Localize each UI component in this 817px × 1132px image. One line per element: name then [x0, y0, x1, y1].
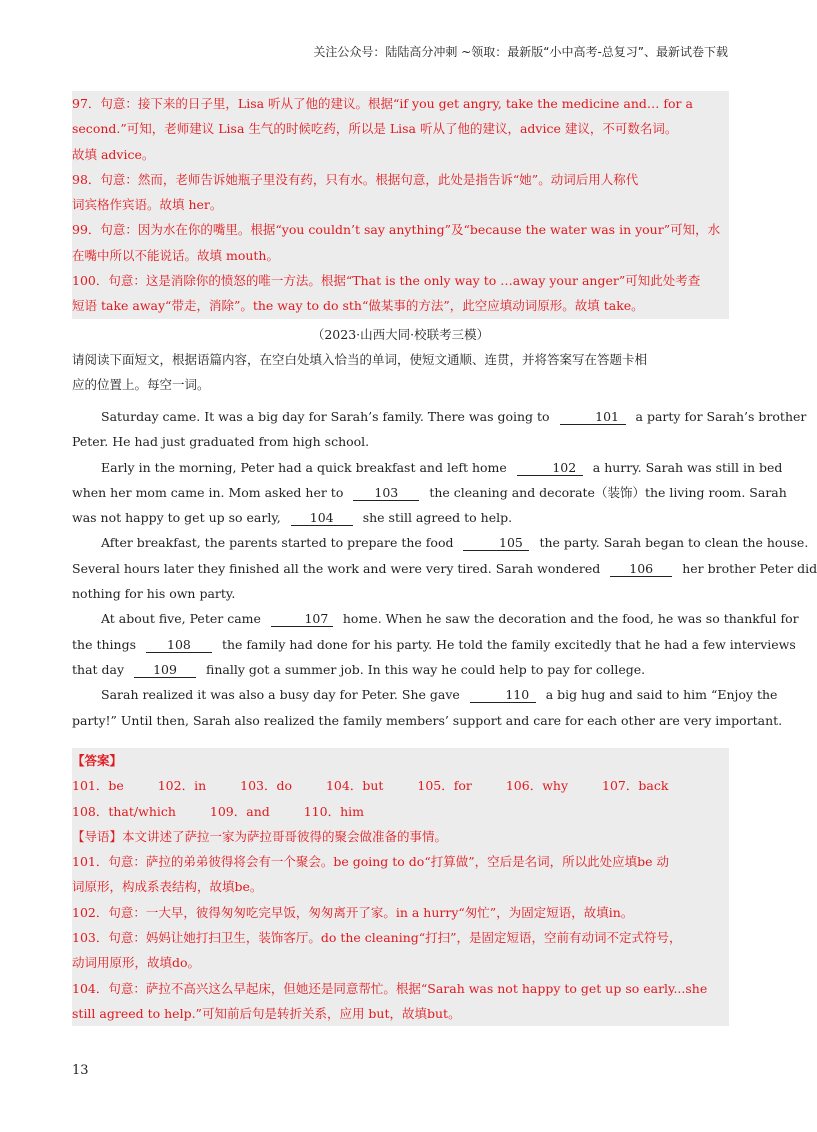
- text: a hurry. Sarah was still in bed: [592, 459, 783, 475]
- passage-line: [72, 505, 729, 530]
- instruction-line: 请阅读下面短文，根据语篇内容，在空白处填入恰当的单词，使短文通顺、连贯，并将答案写在答题卡相: [72, 352, 648, 367]
- explanation-line: 故填 advice。: [72, 146, 155, 162]
- text: her brother Peter did: [682, 560, 817, 576]
- passage-line: nothing for his own party.: [72, 586, 236, 602]
- text: Early in the morning, Peter had a quick breakfast and left home: [101, 459, 507, 475]
- text: the party. Sarah began to clean the house.: [539, 535, 809, 551]
- page-header: 关注公众号：陆陆高分冲刺 ~领取：最新版“小中高考-总复习”、最新试卷下载: [313, 45, 728, 59]
- answer-row: [72, 773, 729, 798]
- answer-explanation: 词原形，构成系表结构，故填be。: [72, 879, 263, 895]
- page-number: 13: [72, 1063, 89, 1078]
- explanation-line: 在嘴中所以不能说话。故填 mouth。: [72, 247, 279, 263]
- answer-label: 【答案】: [72, 753, 123, 768]
- text: Saturday came. It was a big day for Sarah’s family. There was going to: [101, 409, 550, 424]
- top-explanations: [72, 91, 729, 319]
- passage-line: [72, 657, 729, 682]
- blank-101[interactable]: 101: [560, 410, 626, 425]
- answer-explanation: 103．句意：妈妈让她打扫卫生，装饰客厅。do the cleaning“打扫”，是固定短语，空前有动词不定式符号，: [72, 930, 682, 946]
- answer-explanation: 102．句意：一大早，彼得匆匆吃完早饭，匆匆离开了家。in a hurry“匆忙”，为固定短语，故填in。: [72, 904, 634, 920]
- answer-explanation: still agreed to help.”可知前后句是转折关系，应用 but，故填but。: [72, 1005, 461, 1021]
- answer-explanation: 动词用原形，故填do。: [72, 955, 201, 971]
- blank-103[interactable]: 103: [353, 486, 419, 501]
- passage-line: [72, 455, 783, 480]
- passage: [72, 404, 817, 733]
- text: was not happy to get up so early,: [72, 510, 281, 526]
- text: when her mom came in. Mom asked her to: [72, 484, 344, 500]
- answer-explanation: 104．句意：萨拉不高兴这么早起床，但她还是同意帮忙。根据“Sarah was not happy to get up so early...she: [72, 980, 708, 996]
- answer-item: 109．and: [209, 803, 270, 819]
- text: Several hours later they finished all the work and were very tired. Sarah wondered: [72, 560, 601, 576]
- answer-item: 108．that/which: [72, 803, 176, 819]
- blank-107[interactable]: 107: [271, 612, 333, 627]
- explanation-line: 98．句意：然而，老师告诉她瓶子里没有药，只有水。根据句意，此处是指告诉“她”。动词后用人称代: [72, 171, 639, 187]
- guide-line: 【导语】本文讲述了萨拉一家为萨拉哥哥彼得的聚会做准备的事情。: [72, 828, 448, 844]
- source-title: （2023·山西大同·校联考三模）: [311, 327, 490, 342]
- answer-item: 106．why: [505, 778, 569, 794]
- passage-line: party!” Until then, Sarah also realized the family members’ support and care for each other are very important.: [72, 712, 783, 728]
- explanation-line: 短语 take away“带走，消除”。the way to do sth“做某事的方法”，此空应填动词原形。故填 take。: [72, 298, 644, 314]
- answer-explanation: 101．句意：萨拉的弟弟彼得将会有一个聚会。be going to do“打算做”，空后是名词，所以此处应填be 动: [72, 854, 669, 870]
- passage-line: [72, 606, 799, 631]
- blank-105[interactable]: 105: [463, 536, 529, 551]
- explanation-line: second.”可知，老师建议 Lisa 生气的时候吃药，所以是 Lisa 听从了他的建议，advice 建议，不可数名词。: [72, 121, 678, 137]
- blank-108[interactable]: 108: [146, 638, 212, 653]
- text: Sarah realized it was also a busy day for Peter. She gave: [101, 687, 460, 703]
- text: At about five, Peter came: [101, 611, 261, 627]
- explanation-line: 词宾格作宾语。故填 her。: [72, 197, 223, 213]
- answer-section: [72, 748, 729, 1026]
- blank-106[interactable]: 106: [610, 562, 672, 577]
- blank-102[interactable]: 102: [517, 461, 583, 476]
- answer-item: 105．for: [417, 778, 472, 794]
- text: finally got a summer job. In this way he could help to pay for college.: [206, 661, 646, 677]
- explanation-line: 100．句意：这是消除你的愤怒的唯一方法。根据“That is the only way to …away your anger”可知此处考查: [72, 273, 701, 289]
- answer-item: 107．back: [602, 778, 669, 794]
- answer-item: 102．in: [157, 778, 207, 794]
- explanation-line: 99．句意：因为水在你的嘴里。根据“you couldn’t say anything”及“because the water was in your”可知，水: [72, 222, 721, 238]
- answer-row: [72, 799, 729, 824]
- text: the things: [72, 636, 136, 652]
- passage-line: [72, 632, 796, 657]
- passage-line: [72, 530, 809, 555]
- passage-line: [72, 682, 778, 707]
- passage-line: [72, 556, 817, 581]
- answer-item: 103．do: [240, 778, 293, 794]
- instruction-line: 应的位置上。每空一词。: [72, 377, 210, 393]
- blank-110[interactable]: 110: [470, 688, 536, 703]
- answer-item: 101．be: [72, 778, 124, 794]
- text: the cleaning and decorate（装饰）the living room. Sarah: [429, 484, 787, 500]
- text: a party for Sarah’s brother: [635, 409, 807, 424]
- text: a big hug and said to him “Enjoy the: [545, 687, 778, 703]
- text: After breakfast, the parents started to prepare the food: [101, 535, 454, 551]
- explanation-line: 97．句意：接下来的日子里，Lisa 听从了他的建议。根据“if you get angry, take the medicine and… for a: [72, 96, 693, 111]
- passage-line: Peter. He had just graduated from high school.: [72, 434, 370, 450]
- text: the family had done for his party. He told the family excitedly that he had a few interviews: [221, 636, 796, 652]
- text: that day: [72, 661, 125, 677]
- blank-104[interactable]: 104: [291, 511, 353, 526]
- answer-item: 104．but: [325, 778, 384, 794]
- text: home. When he saw the decoration and the food, he was so thankful for: [342, 611, 799, 627]
- blank-109[interactable]: 109: [134, 663, 196, 678]
- text: she still agreed to help.: [362, 510, 513, 526]
- passage-line: [72, 480, 787, 505]
- answer-item: 110．him: [303, 803, 364, 819]
- passage-line: [72, 404, 807, 429]
